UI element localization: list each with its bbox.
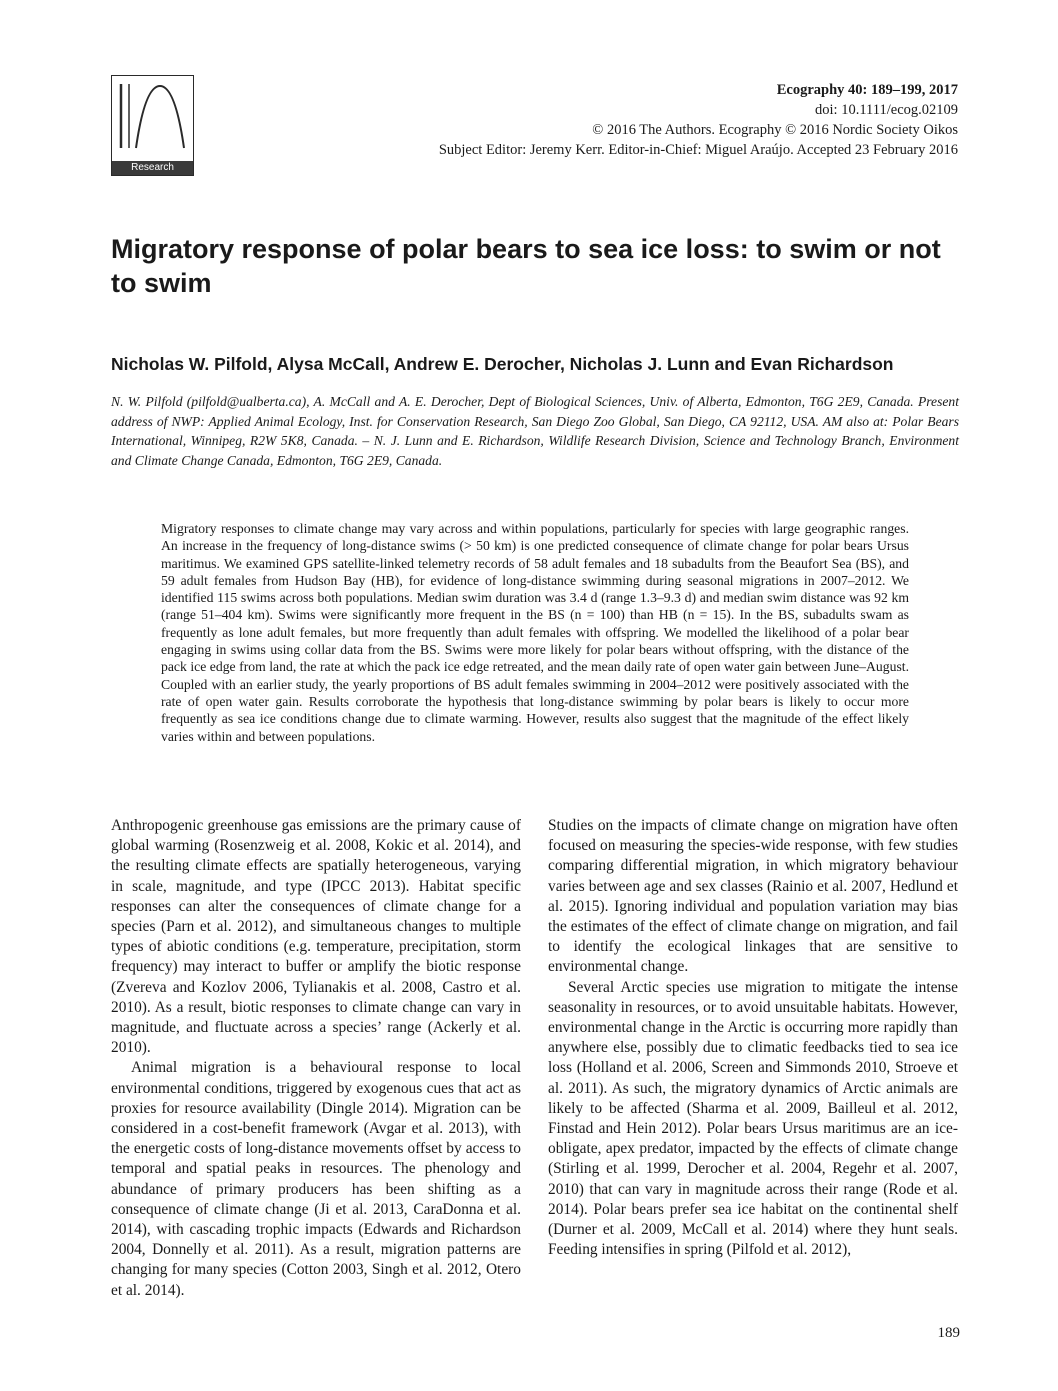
journal-citation: Ecography 40: 189–199, 2017 <box>776 82 958 98</box>
affiliations: N. W. Pilfold (pilfold@ualberta.ca), A. McCall and A. E. Derocher, Dept of Biological Sciences, Univ. of Alberta, Edmonton, T6G 2E9, Canada. Present address of NWP: Applied Animal Ecology, Inst. for Conservation Research, San Diego Zoo Global, San Diego, CA 92112, USA. AM also at: Polar Bears International, Winnipeg, R2W 5K8, Canada. – N. J. Lunn and E. Richardson, Wildlife Research Division, Science and Technology Branch, Environment and Climate Change Canada, Edmonton, T6G 2E9, Canada. <box>111 394 959 468</box>
abstract: Migratory responses to climate change may vary across and within populations, particularly for species with large geographic ranges. An increase in the frequency of long-distance swims (> 50 km) is one predicted consequence of climate change for polar bears Ursus maritimus. We examined GPS satellite-linked telemetry records of 58 adult females and 18 subadults from the Beaufort Sea (BS), and 59 adult females from Hudson Bay (HB), for evidence of long-distance swimming during seasonal migrations in 2007–2012. We identified 115 swims across both populations. Median swim duration was 3.4 d (range 1.3–9.3 d) and median swim distance was 92 km (range 51–404 km). Swims were significantly more frequent in the BS (n = 100) than HB (n = 15). In the BS, subadults swam as frequently as lone adult females, but more frequently than adult females with offspring. We modelled the likelihood of a polar bear engaging in swims using collar data from the BS. Swims were more likely for polar bears without offspring, with the distance of the pack ice edge from land, the rate at which the pack ice edge retreated, and the mean daily rate of open water gain between June–August. Coupled with an earlier study, the yearly proportions of BS adult females swimming in 2004–2012 were positively associated with the rate of open water gain. Results corroborate the hypothesis that long-distance swimming by polar bears is likely to occur more frequently as sea ice conditions change due to climate warming. However, results also suggest that the magnitude of the effect likely varies within and between populations. <box>161 521 909 744</box>
body-column-left <box>111 816 521 1301</box>
editors-line: Subject Editor: Jeremy Kerr. Editor-in-Chief: Miguel Araújo. Accepted 23 February 2016 <box>438 142 958 158</box>
page-number: 189 <box>937 1325 960 1341</box>
author-list: Nicholas W. Pilfold, Alysa McCall, Andrew E. Derocher, Nicholas J. Lunn and Evan Richardson <box>111 354 894 374</box>
copyright: © 2016 The Authors. Ecography © 2016 Nordic Society Oikos <box>592 122 958 138</box>
body-column-right <box>548 816 958 1260</box>
doi: doi: 10.1111/ecog.02109 <box>815 102 958 118</box>
logo-label: Research <box>112 161 193 175</box>
paragraph: Several Arctic species use migration to mitigate the intense seasonality in resources, or to avoid unsuitable habitats. However, environmental change in the Arctic is occurring more rapidly than anywhere else, possibly due to climatic feedbacks tied to sea ice loss (Holland et al. 2006, Screen and Simmonds 2010, Stroeve et al. 2011). As such, the migratory dynamics of Arctic animals are likely to be affected (Sharma et al. 2009, Bailleul et al. 2012, Finstad and Hein 2012). Polar bears Ursus maritimus are an ice-obligate, apex predator, impacted by the effects of climate change (Stirling et al. 1999, Derocher et al. 2004, Regehr et al. 2007, 2010) that can vary in magnitude across their range (Rode et al. 2014). Polar bears prefer sea ice habitat on the continental shelf (Durner et al. 2009, McCall et al. 2014) where they hunt seals. Feeding intensifies in spring (Pilfold et al. 2012), <box>548 978 958 1259</box>
article-title: Migratory response of polar bears to sea ice loss: to swim or not to swim <box>111 234 941 298</box>
journal-logo <box>111 75 194 176</box>
bell-curve-icon <box>112 76 192 160</box>
article-metadata <box>439 80 958 160</box>
paragraph: Animal migration is a behavioural response to local environmental conditions, triggered by exogenous cues that act as proxies for resource availability (Dingle 2014). Migration can be considered in a cost-benefit framework (Avgar et al. 2013), with the energetic costs of long-distance movements offset by access to temporal and spatial peaks in resources. The phenology and abundance of primary producers has been shifting as a consequence of climate change (Ji et al. 2013, CaraDonna et al. 2014), with cascading trophic impacts (Edwards and Richardson 2004, Donnelly et al. 2011). As a result, migration patterns are changing for many species (Cotton 2003, Singh et al. 2012, Otero et al. 2014). <box>111 1059 521 1299</box>
paragraph: Anthropogenic greenhouse gas emissions are the primary cause of global warming (Rosenzweig et al. 2008, Kokic et al. 2014), and the resulting climate effects are spatially heterogeneous, varying in scale, magnitude, and type (IPCC 2013). Habitat specific responses can alter the consequences of climate change for a species (Parn et al. 2012), and simultaneous changes to multiple types of abiotic conditions (e.g. temperature, precipitation, storm frequency) may interact to buffer or amplify the biotic response (Zvereva and Kozlov 2006, Tylianakis et al. 2008, Castro et al. 2010). As a result, biotic responses to climate change can vary in magnitude, and fluctuate across a species’ range (Ackerly et al. 2010). <box>111 817 521 1057</box>
paragraph: Studies on the impacts of climate change on migration have often focused on measuring the species-wide response, with few studies comparing differential migration, in which migratory behaviour varies between age and sex classes (Rainio et al. 2007, Hedlund et al. 2015). Ignoring individual and population variation may bias the estimates of the effect of climate change on migration, and fail to identify the ecological linkages that are sensitive to environmental change. <box>548 817 958 976</box>
